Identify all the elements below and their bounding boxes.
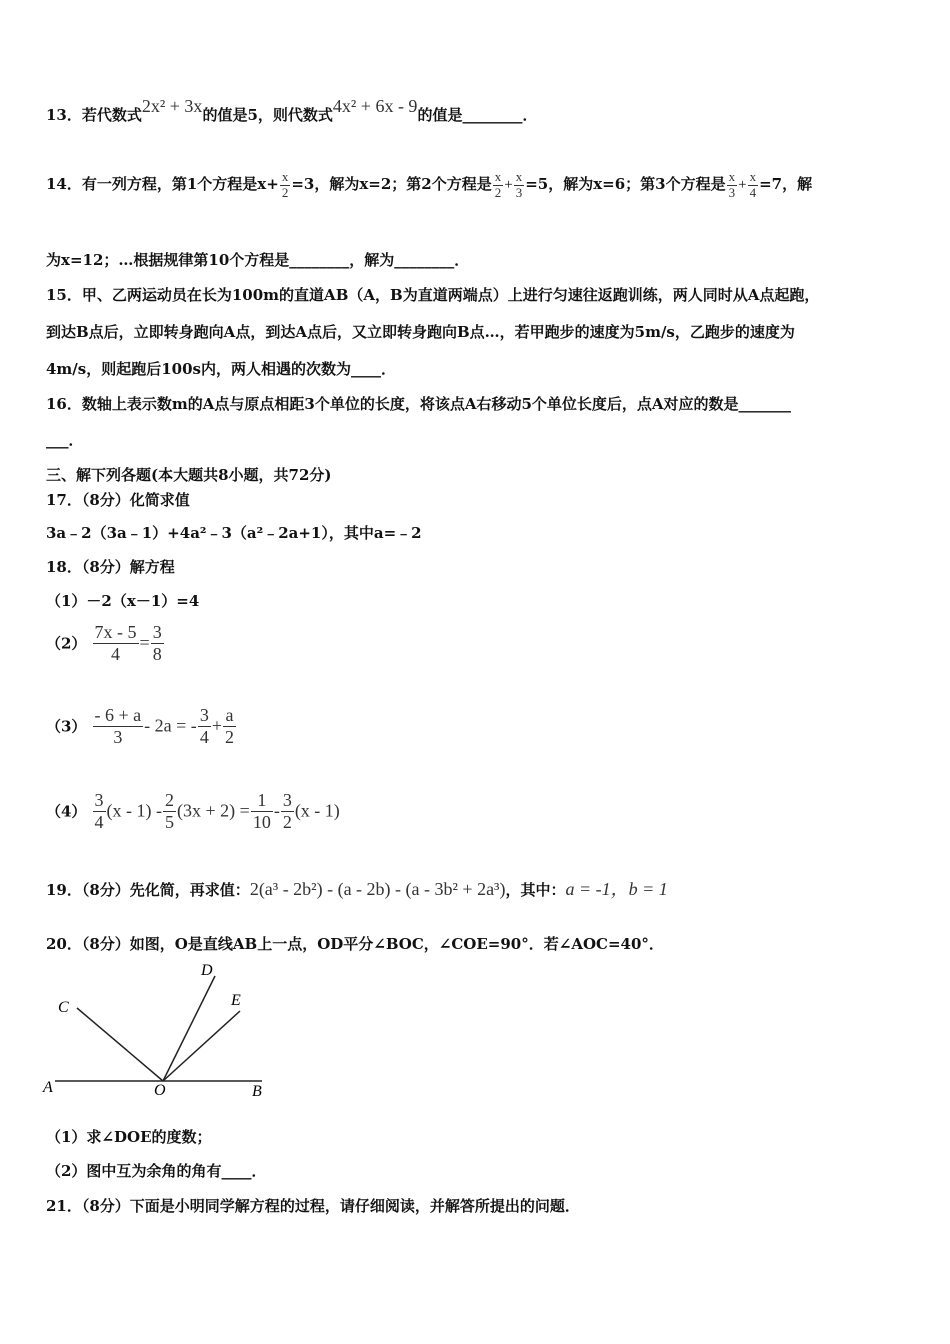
q14-frac-den: 2 [281, 184, 289, 200]
q18-part4-fraction-1 [93, 790, 106, 832]
label-B: B [252, 1083, 262, 1100]
numerator: 2 [165, 790, 175, 810]
q18-part4-fraction-2 [163, 790, 176, 832]
q14-plus: + [738, 177, 747, 193]
numerator: 3 [199, 705, 209, 725]
q14-frac-den: 3 [728, 184, 736, 200]
section-3-heading: 三、解下列各题(本大题共8小题，共72分) [46, 466, 332, 484]
numerator: 3 [282, 790, 292, 810]
q15-line2: 到达B点后，立即转身跑向A点，到达A点后，又立即转身跑向B点…，若甲跑步的速度为5m/s，乙跑步的速度为 [46, 323, 795, 341]
q14-fraction-5 [748, 170, 759, 201]
denominator: 8 [152, 643, 162, 664]
denominator: 4 [93, 643, 139, 665]
q19-line [46, 875, 668, 901]
q13-expr1: 2x² + 3x [141, 96, 203, 116]
q14-frac-num: x [494, 168, 502, 184]
q18-part2-label: （2） [46, 634, 87, 653]
q14-fraction-4 [727, 170, 738, 201]
q16-line2: ___． [46, 431, 84, 449]
q18-part4-label: （4） [46, 802, 87, 821]
numerator: a [225, 705, 234, 725]
numerator: 3 [152, 622, 162, 642]
q14-line1 [46, 165, 812, 204]
q14-text-a: 14．有一列方程，第1个方程是x+ [46, 175, 279, 193]
numerator: 3 [94, 790, 104, 810]
q18-part3-label: （3） [46, 717, 87, 736]
denominator: 2 [282, 811, 292, 832]
q20-angle-figure [40, 958, 280, 1103]
q13-mid: 的值是5，则代数式 [202, 106, 333, 124]
label-D: D [201, 962, 213, 979]
q15-line1: 15．甲、乙两运动员在长为100m的直道AB（A，B为直道两端点）上进行匀速往返跑训练，两人同时从A点起跑， [46, 286, 820, 304]
q18-part4-term-2: (3x + 2) = [177, 800, 250, 821]
q18-part3-fraction-3 [223, 705, 236, 747]
q14-frac-den: 4 [749, 184, 757, 200]
q13-line [46, 96, 538, 125]
q18-part3-mid: - 2a = - [144, 715, 197, 736]
denominator: 4 [199, 726, 209, 747]
q14-frac-num: x [728, 168, 736, 184]
label-A: A [43, 1079, 53, 1096]
q17-expression: 3a﹣2（3a﹣1）+4a²﹣3（a²﹣2a+1），其中a=﹣2 [46, 524, 422, 542]
q17-title: 17．（8分）化简求值 [46, 491, 190, 509]
q18-part4-term-4: (x - 1) [294, 800, 340, 821]
q14-fraction-2 [493, 170, 504, 201]
q18-part3 [46, 705, 237, 747]
q14-fraction-1 [280, 170, 291, 201]
q18-part3-fraction-2 [198, 705, 211, 747]
label-C: C [58, 999, 69, 1016]
plus-sign: + [211, 715, 222, 736]
q14-line2: 为x=12；…根据规律第10个方程是________，解为________． [46, 251, 470, 269]
denominator: 3 [93, 726, 144, 748]
ray-OC [77, 1008, 163, 1081]
label-O: O [154, 1082, 166, 1099]
q18-part2 [46, 622, 165, 664]
denominator: 10 [252, 811, 271, 832]
q20-part2: （2）图中互为余角的角有____． [46, 1162, 267, 1180]
q14-frac-num: x [281, 168, 289, 184]
q16-line1: 16．数轴上表示数m的A点与原点相距3个单位的长度，将该点A右移动5个单位长度后，点A对应的数是_______ [46, 395, 792, 413]
q18-part4 [46, 790, 340, 832]
ray-OE [163, 1011, 240, 1081]
q18-part3-fraction-1 [93, 705, 144, 747]
q18-title: 18．（8分）解方程 [46, 558, 175, 576]
label-E: E [231, 992, 241, 1009]
numerator: 1 [257, 790, 267, 810]
denominator: 5 [165, 811, 175, 832]
q14-text-b: =3，解为x=2；第2个方程是 [291, 175, 492, 193]
q14-frac-num: x [515, 168, 523, 184]
q14-frac-num: x [749, 168, 757, 184]
q14-frac-den: 2 [494, 184, 502, 200]
q18-part4-fraction-4 [281, 790, 294, 832]
denominator: 4 [94, 811, 104, 832]
equals-sign: = [139, 632, 150, 653]
q18-part1: （1）－2（x－1）=4 [46, 592, 200, 610]
q14-frac-den: 3 [515, 184, 523, 200]
denominator: 2 [224, 726, 234, 747]
q13-expr2: 4x² + 6x - 9 [332, 96, 418, 116]
q14-plus: + [504, 177, 513, 193]
q14-fraction-3 [514, 170, 525, 201]
q20-part1: （1）求∠DOE的度数； [46, 1128, 212, 1146]
q19-where: ，其中： [505, 881, 566, 899]
ray-OD [163, 976, 215, 1081]
q18-part2-rhs-fraction [151, 622, 164, 664]
q18-part4-fraction-3 [251, 790, 273, 832]
q14-text-d: =7，解 [759, 175, 813, 193]
q18-part2-lhs-fraction [93, 622, 139, 664]
q13-prefix: 13．若代数式 [46, 106, 142, 124]
q14-text-c: =5，解为x=6；第3个方程是 [525, 175, 726, 193]
q15-line3: 4m/s，则起跑后100s内，两人相遇的次数为____． [46, 360, 396, 378]
q20-title: 20．（8分）如图，O是直线AB上一点，OD平分∠BOC，∠COE=90°．若∠AOC=40°． [46, 935, 664, 953]
numerator: 7x - 5 [94, 622, 137, 642]
q18-part4-term-1: (x - 1) - [106, 800, 163, 821]
q18-part4-term-3: - [273, 800, 280, 821]
numerator: - 6 + a [94, 705, 142, 725]
q19-title: 19．（8分）先化简，再求值： [46, 881, 250, 899]
q21-title: 21．（8分）下面是小明同学解方程的过程，请仔细阅读，并解答所提出的问题． [46, 1197, 580, 1215]
q13-suffix: 的值是________． [417, 106, 538, 124]
q19-expression: 2(a³ - 2b²) - (a - 2b) - (a - 3b² + 2a³) [249, 879, 506, 899]
q19-values: a = -1，b = 1 [565, 879, 668, 899]
